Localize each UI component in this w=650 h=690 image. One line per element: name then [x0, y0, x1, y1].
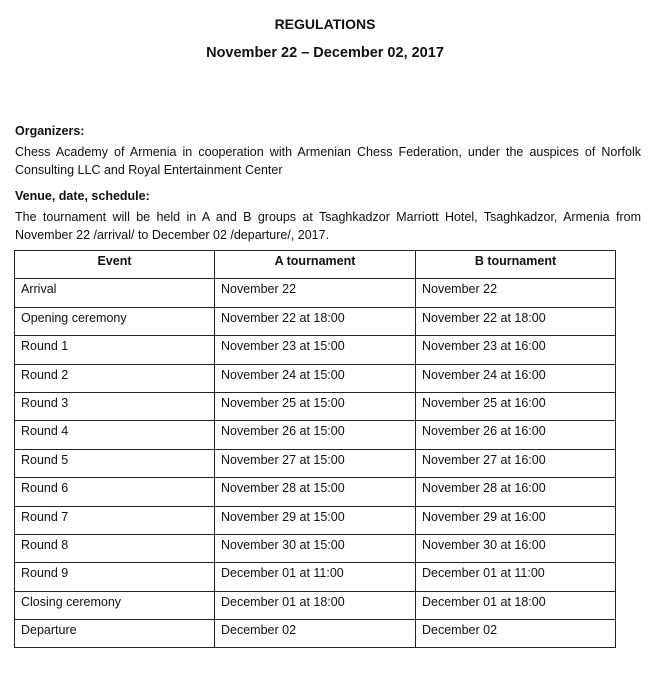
organizers-heading: Organizers:	[15, 124, 85, 138]
event-cell: Round 1	[15, 336, 215, 364]
table-row	[15, 392, 616, 420]
table-row	[15, 279, 616, 307]
event-cell: Round 6	[15, 478, 215, 506]
a-tournament-cell: November 30 at 15:00	[215, 534, 416, 562]
b-tournament-cell: November 30 at 16:00	[416, 534, 616, 562]
document-date-range: November 22 – December 02, 2017	[206, 45, 444, 61]
document-title: REGULATIONS	[274, 16, 376, 32]
event-cell: Closing ceremony	[15, 591, 215, 619]
column-header-b-tournament: B tournament	[416, 251, 616, 279]
b-tournament-cell: November 26 at 16:00	[416, 421, 616, 449]
a-tournament-cell: November 27 at 15:00	[215, 449, 416, 477]
column-header-event: Event	[15, 251, 215, 279]
venue-heading: Venue, date, schedule:	[15, 189, 150, 203]
b-tournament-cell: December 01 at 11:00	[416, 563, 616, 591]
table-row	[15, 421, 616, 449]
a-tournament-cell: December 01 at 18:00	[215, 591, 416, 619]
a-tournament-cell: November 29 at 15:00	[215, 506, 416, 534]
event-cell: Round 5	[15, 449, 215, 477]
b-tournament-cell: November 23 at 16:00	[416, 336, 616, 364]
event-cell: Round 4	[15, 421, 215, 449]
event-cell: Round 2	[15, 364, 215, 392]
b-tournament-cell: November 28 at 16:00	[416, 478, 616, 506]
table-row	[15, 563, 616, 591]
table-row	[15, 620, 616, 648]
a-tournament-cell: November 28 at 15:00	[215, 478, 416, 506]
event-cell: Arrival	[15, 279, 215, 307]
a-tournament-cell: December 01 at 11:00	[215, 563, 416, 591]
a-tournament-cell: November 26 at 15:00	[215, 421, 416, 449]
b-tournament-cell: December 02	[416, 620, 616, 648]
a-tournament-cell: November 25 at 15:00	[215, 392, 416, 420]
event-cell: Opening ceremony	[15, 307, 215, 335]
a-tournament-cell: November 23 at 15:00	[215, 336, 416, 364]
b-tournament-cell: November 22 at 18:00	[416, 307, 616, 335]
b-tournament-cell: November 27 at 16:00	[416, 449, 616, 477]
table-row	[15, 591, 616, 619]
table-row	[15, 478, 616, 506]
table-row	[15, 534, 616, 562]
b-tournament-cell: November 22	[416, 279, 616, 307]
event-cell: Round 9	[15, 563, 215, 591]
event-cell: Round 8	[15, 534, 215, 562]
a-tournament-cell: November 24 at 15:00	[215, 364, 416, 392]
table-header-row	[15, 251, 616, 279]
a-tournament-cell: November 22 at 18:00	[215, 307, 416, 335]
event-cell: Departure	[15, 620, 215, 648]
b-tournament-cell: December 01 at 18:00	[416, 591, 616, 619]
table-row	[15, 449, 616, 477]
schedule-table	[14, 250, 616, 648]
venue-text: The tournament will be held in A and B groups at Tsaghkadzor Marriott Hotel, Tsaghkadzor, Armenia from November 22 /arrival/ to December 02 /departure/, 2017.	[15, 210, 641, 242]
table-row	[15, 506, 616, 534]
table-row	[15, 364, 616, 392]
table-row	[15, 307, 616, 335]
a-tournament-cell: December 02	[215, 620, 416, 648]
organizers-text: Chess Academy of Armenia in cooperation with Armenian Chess Federation, under the auspices of Norfolk Consulting LLC and Royal Entertainment Center	[15, 145, 641, 177]
column-header-a-tournament: A tournament	[215, 251, 416, 279]
b-tournament-cell: November 24 at 16:00	[416, 364, 616, 392]
event-cell: Round 3	[15, 392, 215, 420]
b-tournament-cell: November 29 at 16:00	[416, 506, 616, 534]
a-tournament-cell: November 22	[215, 279, 416, 307]
event-cell: Round 7	[15, 506, 215, 534]
b-tournament-cell: November 25 at 16:00	[416, 392, 616, 420]
table-row	[15, 336, 616, 364]
